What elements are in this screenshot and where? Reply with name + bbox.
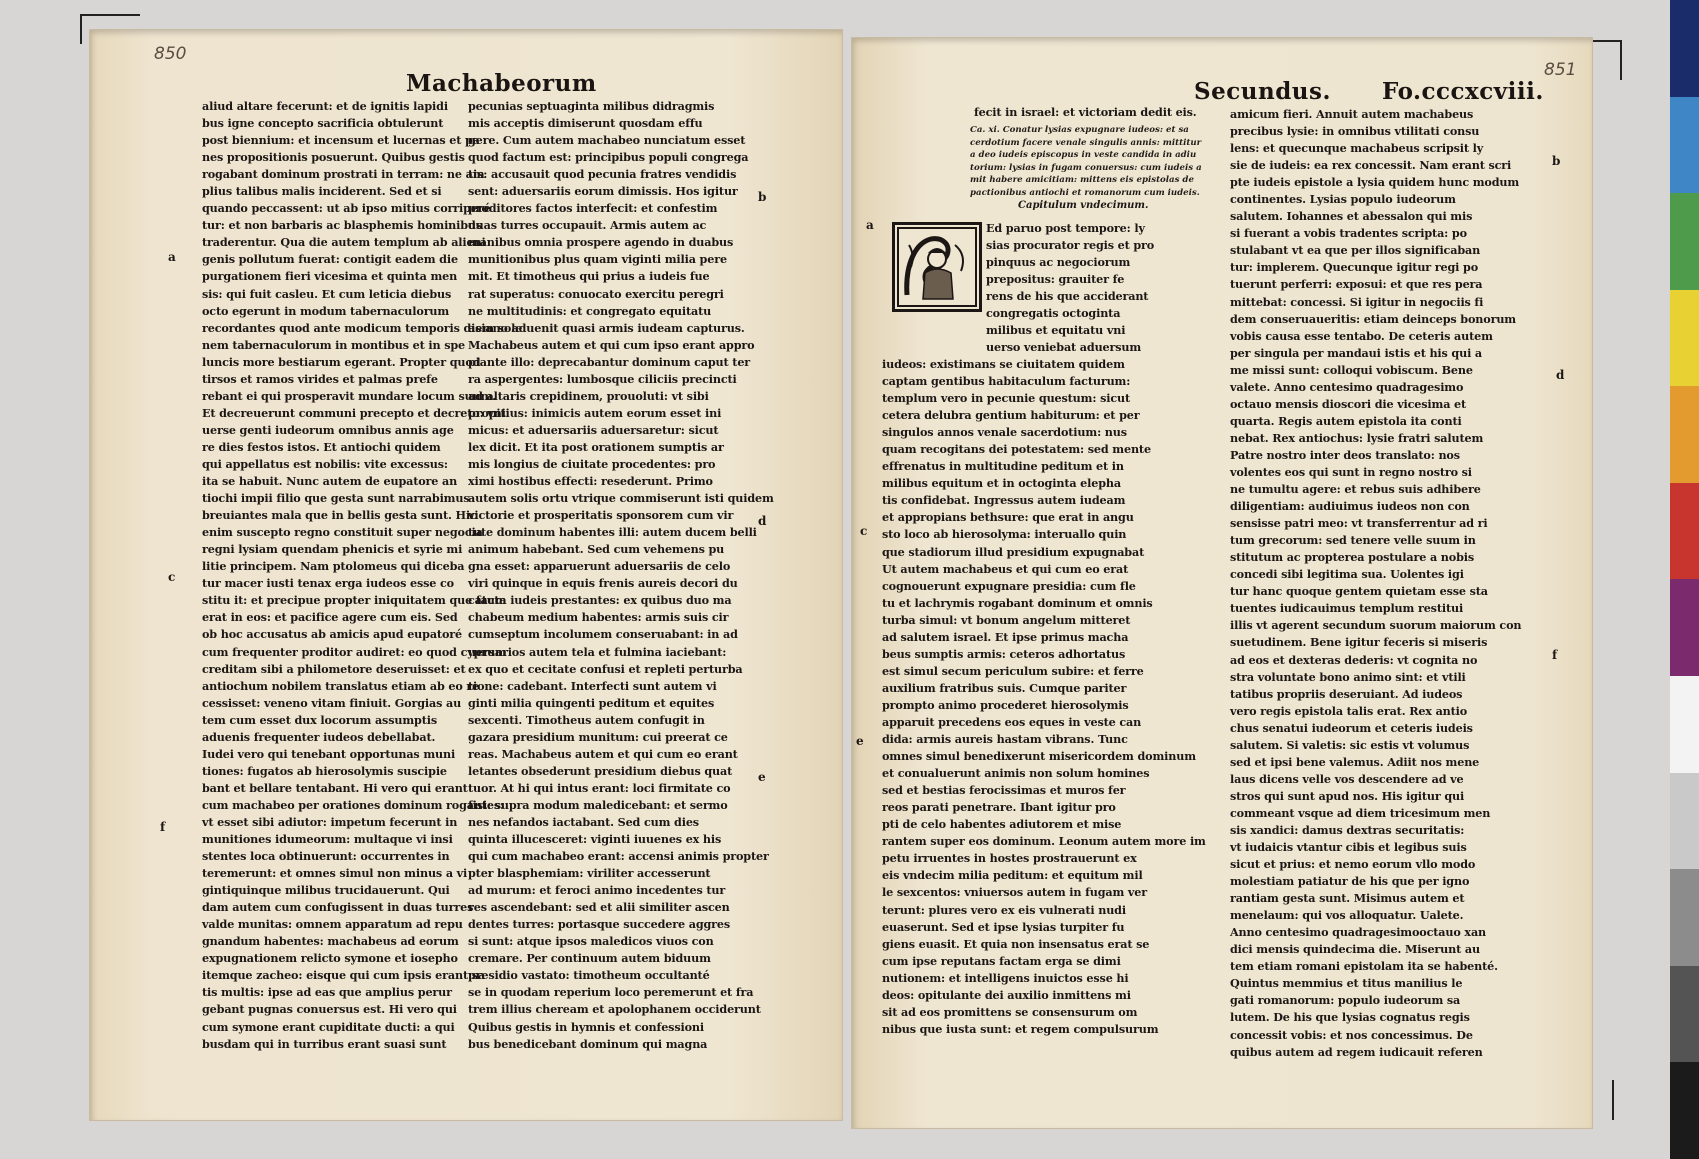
text-line: sexcenti. Timotheus autem confugit in	[468, 712, 705, 727]
text-line: stitu it: et precipue propter iniquitatem que facta	[202, 593, 507, 608]
text-line: rat superatus: conuocato exercitu peregri	[468, 286, 724, 301]
text-line: terunt: plures vero ex eis vulnerati nudi	[882, 902, 1126, 917]
text-line: milibus et equitatu vni	[986, 323, 1126, 338]
text-line: est simul secum periculum subire: et ferre	[882, 663, 1144, 678]
text-line: ex quo et cecitate confusi et repleti perturba	[468, 661, 743, 676]
text-line: qui cum machabeo erant: accensi animis propter	[468, 849, 769, 864]
text-line: traderentur. Qua die autem templum ab alieni	[202, 235, 486, 250]
text-line: deos: opitulante dei auxilio inmittens mi	[882, 987, 1131, 1002]
text-line: viri quinque in equis frenis aureis decori du	[468, 576, 738, 591]
text-line: pter blasphemiam: viriliter accesserunt	[468, 866, 711, 881]
text-line: mittebat: concessi. Si igitur in negociis fi	[1230, 294, 1484, 309]
text-line: munitiones idumeorum: multaque vi insi	[202, 832, 453, 847]
text-line: salutem. Si valetis: sic estis vt volumus	[1230, 737, 1470, 752]
text-line: manibus omnia prospere agendo in duabus	[468, 235, 734, 250]
text-line: rantiam gesta sunt. Misimus autem et	[1230, 891, 1465, 906]
margin-marker: f	[1552, 648, 1558, 662]
margin-marker: a	[168, 250, 176, 264]
left-folio-number: 850	[154, 44, 187, 64]
text-line: vobis causa esse tentabo. De ceteris autem	[1230, 328, 1493, 343]
text-line: diligentiam: audiuimus iudeos non con	[1230, 499, 1470, 514]
text-line: litie principem. Nam ptolomeus qui diceba	[202, 559, 465, 574]
text-line: tute dominum habentes illi: autem ducem belli	[468, 525, 757, 540]
text-line: itemque zacheo: eisque qui cum ipsis erant sa	[202, 968, 485, 983]
calibration-swatch	[1670, 386, 1699, 483]
text-line: sis xandici: damus dextras securitatis:	[1230, 822, 1465, 837]
right-column-a	[882, 356, 1220, 1038]
text-line: lex dicit. Et ita post orationem sumptis ar	[468, 439, 724, 454]
text-line: asiano aduenit quasi armis iudeam capturus.	[468, 320, 745, 335]
text-line: Ed paruo post tempore: ly	[986, 221, 1145, 235]
text-line: mit. Et timotheus qui prius a iudeis fue	[468, 269, 710, 284]
text-line: expugnationem relicto symone et iosepho	[202, 951, 458, 966]
text-line: octo egerunt in modum tabernaculorum	[202, 303, 450, 318]
text-line: qui appellatus est nobilis: vite excessus:	[202, 456, 448, 471]
margin-marker: e	[758, 770, 766, 784]
text-line: plius talibus malis inciderent. Sed et si	[202, 184, 442, 199]
text-line: post biennium: et incensum et lucernas et pa	[202, 133, 480, 148]
text-line: bant et bellare tentabant. Hi vero qui erant	[202, 780, 468, 795]
text-line: gebant pugnas conuersus est. Hi vero qui	[202, 1002, 457, 1017]
text-line: gintiquinque milibus trucidauerunt. Qui	[202, 883, 450, 898]
text-line: dida: armis aureis hastam vibrans. Tunc	[882, 732, 1128, 747]
text-line: beus sumptis armis: ceteros adhortatus	[882, 646, 1126, 661]
summary-line: cerdotium facere venale singulis annis: mittitur	[970, 137, 1202, 148]
text-line: volentes eos qui sunt in regno nostro si	[1230, 464, 1472, 479]
right-folio-number: 851	[1544, 60, 1577, 80]
text-line: teremerunt: et omnes simul non minus a vi	[202, 866, 468, 881]
text-line: commeant vsque ad diem tricesimum men	[1230, 805, 1491, 820]
text-line: nes propositionis posuerunt. Quibus gestis	[202, 150, 465, 165]
text-line: valde munitas: omnem apparatum ad repu	[202, 917, 463, 932]
text-line: piante illo: deprecabantur dominum caput ter	[468, 354, 751, 369]
text-line: mis acceptis dimiserunt quosdam effu	[468, 116, 703, 131]
text-line: quarta. Regis autem epistola ita conti	[1230, 413, 1462, 428]
text-line: bus benedicebant dominum qui magna	[468, 1036, 708, 1051]
text-line: enim suscepto regno constituit super negocia	[202, 525, 483, 540]
text-line: cum ipse reputans factam erga se dimi	[882, 953, 1121, 968]
text-line: cremare. Per continuum autem biduum	[468, 951, 711, 966]
text-line: tur: implerem. Quecunque igitur regi po	[1230, 260, 1479, 275]
text-line: tu et lachrymis rogabant dominum et omnis	[882, 595, 1153, 610]
text-line: dam autem cum confugissent in duas turres	[202, 900, 474, 915]
text-line: rogabant dominum prostrati in terram: ne am	[202, 167, 485, 182]
text-line: animum habebant. Sed cum vehemens pu	[468, 542, 725, 557]
text-line: pecunias septuaginta milibus didragmis	[468, 99, 715, 113]
text-line: Iudei vero qui tenebant opportunas muni	[202, 746, 456, 761]
text-line: nibus que iusta sunt: et regem compulsurum	[882, 1021, 1159, 1036]
text-line: auxilium fratribus suis. Cumque pariter	[882, 680, 1127, 695]
calibration-swatch	[1670, 773, 1699, 870]
text-line: nem tabernaculorum in montibus et in spe	[202, 337, 466, 352]
summary-line: torium: lysias in fugam conuersus: cum iudeis a	[970, 162, 1202, 173]
text-line: cum symone erant cupiditate ducti: a qui	[202, 1019, 455, 1034]
text-line: tem cum esset dux locorum assumptis	[202, 712, 437, 727]
text-line: creditam sibi a philometore deseruisset: et	[202, 661, 466, 676]
text-line: tem etiam romani epistolam ita se habenté.	[1230, 959, 1498, 974]
text-line: catum iudeis prestantes: ex quibus duo ma	[468, 593, 732, 608]
text-line: vt esset sibi adiutor: impetum fecerunt in	[202, 814, 458, 829]
left-column-b	[468, 98, 774, 1053]
text-line: breuiantes mala que in bellis gesta sunt. Hic	[202, 508, 477, 523]
left-page	[90, 30, 842, 1120]
text-line: uerse genti iudeorum omnibus annis age	[202, 422, 454, 437]
text-line: ad murum: et feroci animo incedentes tur	[468, 883, 726, 898]
text-line: fisi: supra modum maledicebant: et sermo	[468, 797, 728, 812]
text-line: re dies festos istos. Et antiochi quidem	[202, 439, 441, 454]
calibration-swatch	[1670, 869, 1699, 966]
right-running-head-left: Secundus.	[1194, 78, 1331, 105]
margin-marker: f	[160, 820, 166, 834]
text-line: ad altaris crepidinem, prouoluti: vt sibi	[468, 388, 709, 403]
text-line: Patre nostro inter deos translato: nos	[1230, 447, 1460, 462]
calibration-swatch	[1670, 966, 1699, 1063]
text-line: tuentes iudicauimus templum restitui	[1230, 601, 1464, 616]
text-line: victorie et prosperitatis sponsorem cum vir	[468, 508, 734, 523]
text-line: sed et ipsi bene valemus. Adiit nos mene	[1230, 754, 1480, 769]
text-line: lutem. De his que lysias cognatus regis	[1230, 1010, 1470, 1025]
right-column-a-dropcap	[986, 220, 1224, 356]
text-line: sicut et prius: et nemo eorum vllo modo	[1230, 857, 1476, 872]
text-line: nebat. Rex antiochus: lysie fratri salutem	[1230, 430, 1484, 445]
margin-marker: c	[168, 570, 176, 584]
text-line: sensisse patri meo: vt transferrentur ad ri	[1230, 516, 1488, 531]
text-line: me missi sunt: colloqui vobiscum. Bene	[1230, 362, 1473, 377]
text-line: luncis more bestiarum egerant. Propter quod	[202, 354, 481, 369]
text-line: quam recogitans dei potestatem: sed mente	[882, 442, 1151, 457]
summary-line: mit habere amicitiam: mittens eis epistolas de	[970, 175, 1194, 186]
text-line: chus senatui iudeorum et ceteris iudeis	[1230, 720, 1473, 735]
text-line: gazara presidium munitum: cui preerat ce	[468, 729, 728, 744]
text-line: erat in eos: et pacifice agere cum eis. Sed	[202, 610, 458, 625]
text-line: sto loco ab hierosolyma: interuallo quin	[882, 527, 1127, 542]
text-line: stentes loca obtinuerunt: occurrentes in	[202, 849, 450, 864]
calibration-swatch	[1670, 290, 1699, 387]
text-line: amicum fieri. Annuit autem machabeus	[1230, 107, 1474, 121]
text-line: ad salutem israel. Et ipse primus macha	[882, 629, 1129, 644]
text-line: prepositus: grauiter fe	[986, 272, 1125, 287]
text-line: tis: accusauit quod pecunia fratres vendidis	[468, 167, 737, 182]
text-line: stitutum ac propterea postulare a nobis	[1230, 550, 1475, 565]
color-calibration-strip	[1670, 0, 1699, 1159]
calibration-swatch	[1670, 579, 1699, 676]
text-line: letantes obsederunt presidium diebus quat	[468, 763, 733, 778]
text-line: ne multitudinis: et congregato equitatu	[468, 303, 712, 318]
text-line: valete. Anno centesimo quadragesimo	[1230, 379, 1464, 394]
text-line: quod factum est: principibus populi congrega	[468, 150, 749, 165]
text-line: concedi sibi legitima sua. Uolentes igi	[1230, 567, 1464, 582]
text-line: tur: et non barbaris ac blasphemis hominibus	[202, 218, 483, 233]
left-column-a	[202, 98, 523, 1053]
text-line: tis multis: ipse ad eas que amplius perur	[202, 985, 452, 1000]
text-line: captam gentibus habitaculum facturum:	[882, 374, 1131, 389]
text-line: molestiam patiatur de his que per igno	[1230, 874, 1470, 889]
crop-mark-top-left	[80, 14, 82, 44]
text-line: autem solis ortu vtrique commiserunt isti quidem	[468, 491, 774, 506]
margin-marker: c	[860, 524, 868, 538]
text-line: genis pollutum fuerat: contigit eadem die	[202, 252, 458, 267]
text-line: sis: qui fuit casleu. Et cum leticia diebus	[202, 286, 452, 301]
summary-line: a deo iudeis episcopus in veste candida in adiu	[970, 150, 1197, 161]
right-column-a-top	[974, 104, 1214, 121]
text-line: singulos annos venale sacerdotium: nus	[882, 425, 1127, 440]
margin-marker: b	[758, 190, 767, 204]
text-line: et appropians bethsure: que erat in angu	[882, 510, 1134, 525]
text-line: dentes turres: portasque succedere aggres	[468, 917, 731, 932]
text-line: Quibus gestis in hymnis et confessioni	[468, 1019, 704, 1034]
text-line: giens euasit. Et quia non insensatus erat se	[882, 936, 1150, 951]
text-line: nes nefandos iactabant. Sed cum dies	[468, 814, 699, 829]
chapter-heading: Capitulum vndecimum.	[1018, 200, 1149, 211]
calibration-swatch	[1670, 483, 1699, 580]
text-line: pti de celo habentes adiutorem et mise	[882, 817, 1122, 832]
text-line: micus: et aduersariis aduersaretur: sicut	[468, 422, 719, 437]
text-line: regni lysiam quendam phenicis et syrie mi	[202, 542, 463, 557]
margin-marker: b	[1552, 154, 1561, 168]
text-line: ne tumultu agere: et rebus suis adhibere	[1230, 482, 1481, 497]
text-line: antiochum nobilem translatus etiam ab eo re	[202, 678, 480, 693]
text-line: apparuit precedens eos eques in veste can	[882, 714, 1142, 729]
text-line: quibus autem ad regem iudicauit referen	[1230, 1044, 1483, 1059]
text-line: tiones: fugatos ab hierosolymis suscipie	[202, 763, 447, 778]
text-line: nutionem: et intelligens inuictos esse hi	[882, 970, 1129, 985]
text-line: gere. Cum autem machabeo nunciatum esset	[468, 133, 746, 148]
text-line: stros qui sunt apud nos. His igitur qui	[1230, 788, 1465, 803]
text-line: vt iudaicis vtantur cibis et legibus suis	[1230, 840, 1467, 855]
text-line: si fuerant a vobis tradentes scripta: po	[1230, 226, 1467, 241]
text-line: precibus lysie: in omnibus vtilitati consu	[1230, 124, 1480, 139]
text-line: Machabeus autem et qui cum ipso erant appro	[468, 337, 755, 352]
text-line: effrenatus in multitudine peditum et in	[882, 459, 1124, 474]
text-line: turba simul: vt bonum angelum mitteret	[882, 612, 1131, 627]
text-line: gati romanorum: populo iudeorum sa	[1230, 993, 1461, 1008]
text-line: iudeos: existimans se ciuitatem quidem	[882, 357, 1125, 371]
margin-marker: d	[758, 514, 767, 528]
text-line: stulabant vt ea que per illos significaban	[1230, 243, 1481, 258]
text-line: milibus equitum et in octoginta elepha	[882, 476, 1121, 491]
crop-mark-top-left-h	[80, 14, 140, 16]
text-line: Et decreuerunt communi precepto et decreto: vni	[202, 405, 506, 420]
text-line: presidio vastato: timotheum occultanté	[468, 968, 710, 983]
text-line: aduenis frequenter iudeos debellabat.	[202, 729, 436, 744]
text-line: Quintus memmius et titus manilius le	[1230, 976, 1463, 991]
text-line: omnes simul benedixerunt misericordem dominum	[882, 749, 1196, 764]
right-running-head-right: Fo.cccxcviii.	[1382, 78, 1544, 105]
text-line: dici mensis quindecima die. Miserunt au	[1230, 942, 1480, 957]
text-line: salutem. Iohannes et abessalon qui mis	[1230, 209, 1473, 224]
text-line: fecit in israel: et victoriam dedit eis.	[974, 105, 1197, 119]
text-line: dem conseruaueritis: etiam deinceps bonorum	[1230, 311, 1516, 326]
text-line: octauo mensis dioscori die vicesima et	[1230, 396, 1467, 411]
text-line: gnandum habentes: machabeus ad eorum	[202, 934, 459, 949]
text-line: rebant ei qui prosperavit mundare locum suum.	[202, 388, 497, 403]
text-line: tum grecorum: sed tenere velle suum in	[1230, 533, 1476, 548]
text-line: sit ad eos promittens se consensurum om	[882, 1004, 1138, 1019]
text-line: munitionibus plus quam viginti milia pere	[468, 252, 727, 267]
text-line: proditores factos interfecit: et confestim	[468, 201, 718, 216]
summary-line: Ca. xi. Conatur lysias expugnare iudeos: et sa	[970, 125, 1189, 135]
calibration-swatch	[1670, 97, 1699, 194]
text-line: rantem super eos dominum. Leonum autem more im	[882, 834, 1206, 849]
text-line: cognouerunt expugnare presidia: cum fle	[882, 578, 1136, 593]
text-line: stra voluntate bono animo sint: et vtili	[1230, 669, 1466, 684]
text-line: congregatis octoginta	[986, 306, 1121, 321]
text-line: si sunt: atque ipsos maledicos viuos con	[468, 934, 714, 949]
text-line: tione: cadebant. Interfecti sunt autem vi	[468, 678, 717, 693]
text-line: eis vndecim milia peditum: et equitum mil	[882, 868, 1143, 883]
text-line: continentes. Lysias populo iudeorum	[1230, 192, 1456, 207]
text-line: tur hanc quoque gentem quietam esse sta	[1230, 584, 1488, 599]
crop-mark-top-right	[1620, 40, 1622, 80]
text-line: que stadiorum illud presidium expugnabat	[882, 544, 1145, 559]
text-line: duas turres occupauit. Armis autem ac	[468, 218, 707, 233]
text-line: ob hoc accusatus ab amicis apud eupatoré	[202, 627, 462, 642]
text-line: gna esset: apparuerunt aduersariis de celo	[468, 559, 731, 574]
text-line: tuor. At hi qui intus erant: loci firmitate co	[468, 780, 731, 795]
text-line: reos parati penetrare. Ibant igitur pro	[882, 800, 1116, 815]
text-line: mis longius de ciuitate procedentes: pro	[468, 456, 716, 471]
summary-line: pactionibus antiochi et romanorum cum iudeis.	[970, 187, 1200, 198]
text-line: recordantes quod ante modicum temporis diem sole	[202, 320, 523, 335]
right-page	[852, 38, 1592, 1128]
text-line: menelaum: qui vos alloquatur. Ualete.	[1230, 908, 1464, 923]
calibration-swatch	[1670, 676, 1699, 773]
left-running-head: Machabeorum	[406, 70, 597, 97]
text-line: Ut autem machabeus et qui cum eo erat	[882, 561, 1129, 576]
woodcut-portrait-icon	[895, 225, 979, 309]
text-line: pte iudeis epistole a lysia quidem hunc modum	[1230, 175, 1520, 190]
margin-marker: a	[866, 218, 874, 232]
text-line: tur macer iusti tenax erga iudeos esse co	[202, 576, 454, 591]
text-line: tuerunt perferri: exposui: et que res pera	[1230, 277, 1483, 292]
right-column-b	[1230, 106, 1536, 1061]
text-line: ad eos et dexteras dederis: vt cognita no	[1230, 652, 1478, 667]
text-line: ita se habuit. Nunc autem de eupatore an	[202, 474, 458, 489]
text-line: aliud altare fecerunt: et de ignitis lapidi	[202, 99, 448, 113]
text-line: chabeum medium habentes: armis suis cir	[468, 610, 729, 625]
text-line: illis vt agerent secundum suorum maiorum con	[1230, 618, 1522, 633]
text-line: uersarios autem tela et fulmina iaciebant:	[468, 644, 727, 659]
text-line: tirsos et ramos virides et palmas prefe	[202, 371, 438, 386]
text-line: cessisset: veneno vitam finiuit. Gorgias au	[202, 695, 462, 710]
text-line: se in quodam reperium loco peremerunt et fra	[468, 985, 754, 1000]
text-line: laus dicens velle vos descendere ad ve	[1230, 771, 1464, 786]
text-line: quando peccassent: ut ab ipso mitius corriperé	[202, 201, 491, 216]
text-line: uerso veniebat aduersum	[986, 340, 1142, 355]
text-line: euaserunt. Sed et ipse lysias turpiter fu	[882, 919, 1125, 934]
text-line: tatibus propriis deseruiant. Ad iudeos	[1230, 686, 1463, 701]
text-line: sias procurator regis et pro	[986, 238, 1155, 253]
text-line: ximi hostibus effecti: resederunt. Primo	[468, 474, 713, 489]
chapter-summary	[970, 124, 1220, 200]
margin-marker: d	[1556, 368, 1565, 382]
text-line: sed et bestias ferocissimas et muros fer	[882, 783, 1126, 798]
text-line: rens de his que acciderant	[986, 289, 1149, 304]
text-line: sent: aduersariis eorum dimissis. Hos igitur	[468, 184, 738, 199]
text-line: trem illius cheream et apolophanem occiderunt	[468, 1002, 761, 1017]
margin-marker: e	[856, 734, 864, 748]
text-line: cum machabeo per orationes dominum rogantes:	[202, 797, 504, 812]
text-line: sie de iudeis: ea rex concessit. Nam erant scri	[1230, 158, 1512, 173]
text-line: quinta illucesceret: viginti iuuenes ex his	[468, 832, 722, 847]
text-line: vero regis epistola talis erat. Rex antio	[1230, 703, 1468, 718]
crop-mark-bottom-right	[1612, 1080, 1614, 1120]
text-line: cetera delubra gentium habiturum: et per	[882, 408, 1140, 423]
text-line: ginti milia quingenti peditum et equites	[468, 695, 715, 710]
text-line: Anno centesimo quadragesimooctauo xan	[1230, 925, 1487, 940]
text-line: cum frequenter proditor audiret: eo quod cyprum	[202, 644, 507, 659]
text-line: bus igne concepto sacrificia obtulerunt	[202, 116, 444, 131]
text-line: propitius: inimicis autem eorum esset ini	[468, 405, 722, 420]
text-line: suetudinem. Bene igitur feceris si miseris	[1230, 635, 1488, 650]
text-line: et conualuerunt animis non solum homines	[882, 766, 1150, 781]
text-line: purgationem fieri vicesima et quinta men	[202, 269, 458, 284]
text-line: cumseptum incolumem conseruabant: in ad	[468, 627, 738, 642]
text-line: tiochi impii filio que gesta sunt narrabimus	[202, 491, 470, 506]
text-line: tis confidebat. Ingressus autem iudeam	[882, 493, 1126, 508]
text-line: petu irruentes in hostes prostrauerunt ex	[882, 851, 1137, 866]
calibration-swatch	[1670, 193, 1699, 290]
text-line: lens: et quecunque machabeus scripsit ly	[1230, 141, 1484, 156]
text-line: pinquus ac negociorum	[986, 255, 1131, 270]
woodcut-initial	[892, 222, 982, 312]
text-line: busdam qui in turribus erant suasi sunt	[202, 1036, 447, 1051]
calibration-swatch	[1670, 1062, 1699, 1159]
text-line: ra aspergentes: lumbosque ciliciis precincti	[468, 371, 737, 386]
calibration-swatch	[1670, 0, 1699, 97]
text-line: templum vero in pecunie questum: sicut	[882, 391, 1130, 406]
text-line: reas. Machabeus autem et qui cum eo erant	[468, 746, 738, 761]
text-line: concessit vobis: et nos concessimus. De	[1230, 1027, 1473, 1042]
text-line: res ascendebant: sed et alii similiter ascen	[468, 900, 730, 915]
text-line: per singula per mandaui istis et his qui a	[1230, 345, 1483, 360]
text-line: prompto animo procederet hierosolymis	[882, 697, 1129, 712]
text-line: le sexcentos: vniuersos autem in fugam ver	[882, 885, 1147, 900]
